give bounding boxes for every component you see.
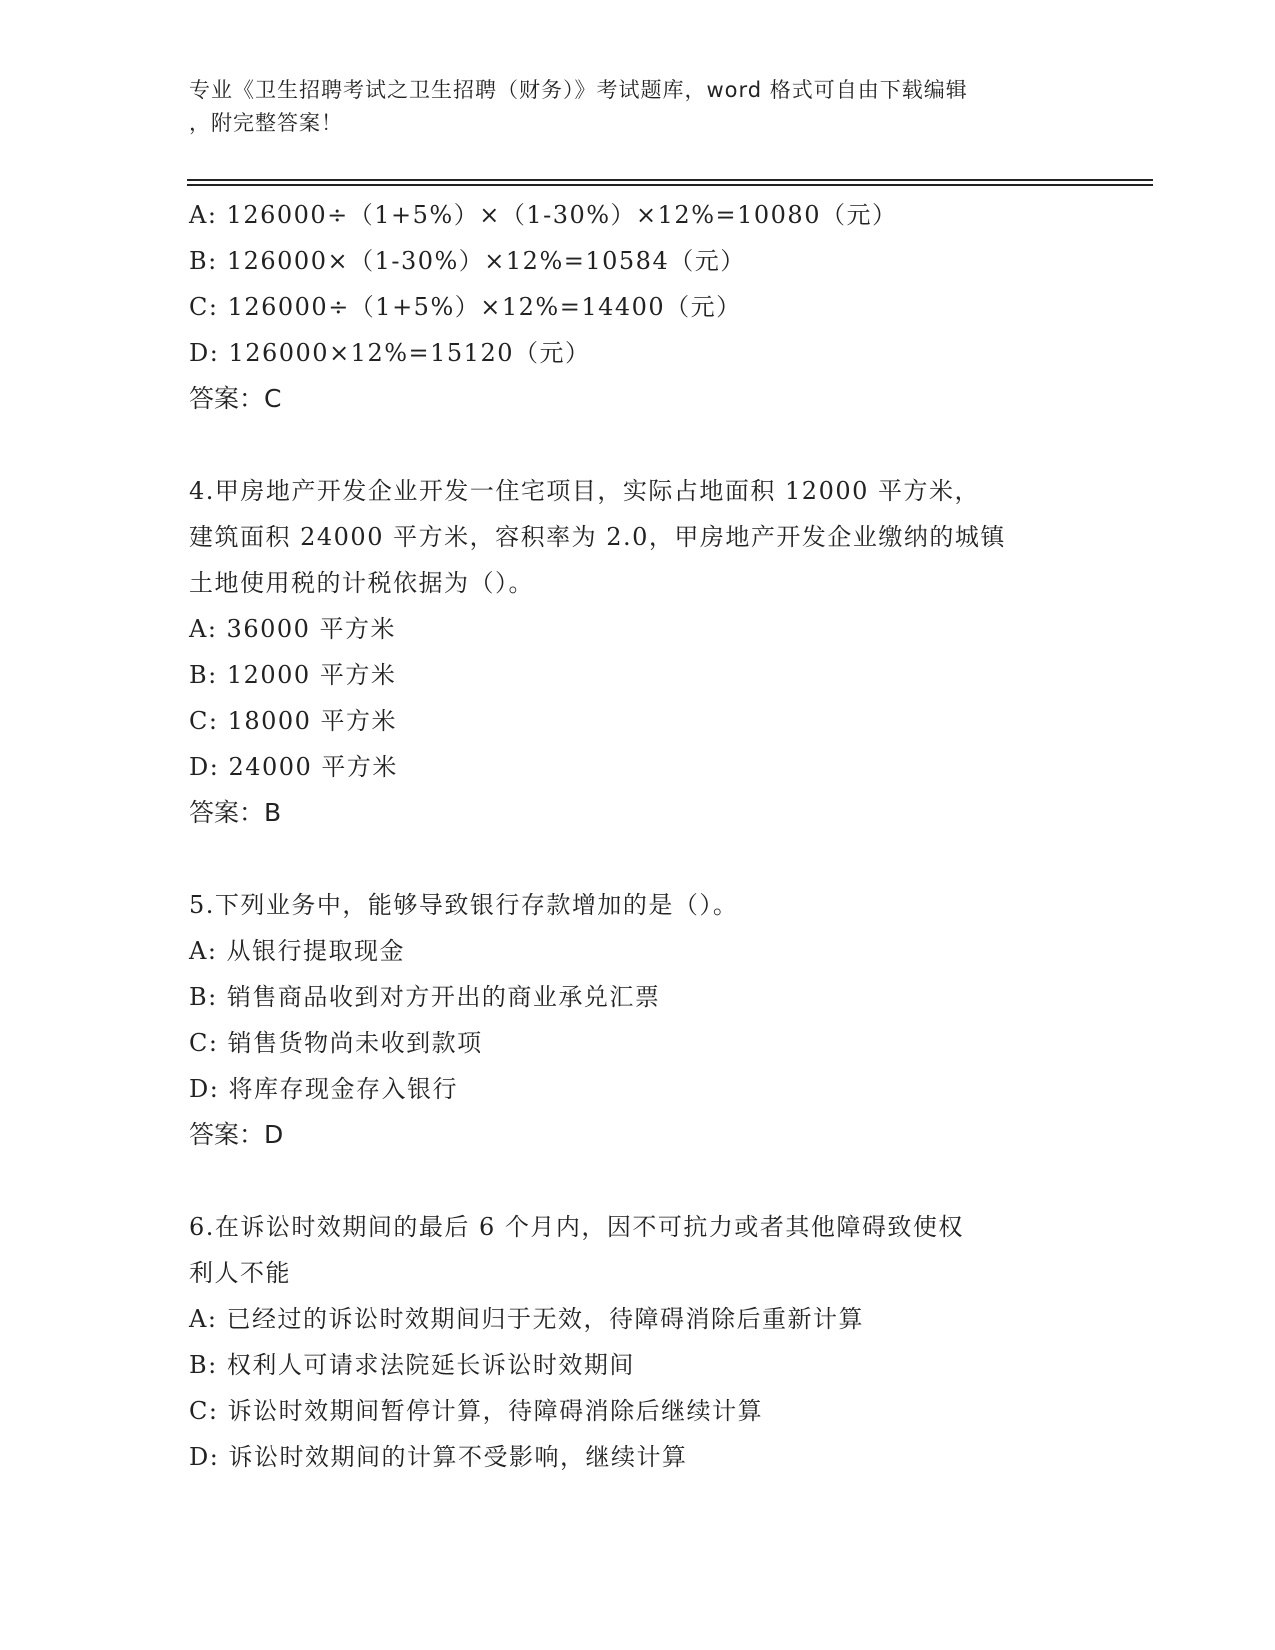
question-6-stem-line-1: 6.在诉讼时效期间的最后 6 个月内，因不可抗力或者其他障碍致使权 (189, 1213, 964, 1241)
question-5-option-b: B: 销售商品收到对方开出的商业承兑汇票 (189, 983, 661, 1011)
question-6-option-c: C: 诉讼时效期间暂停计算，待障碍消除后继续计算 (189, 1397, 764, 1425)
question-4-option-a: A: 36000 平方米 (189, 615, 397, 643)
header-title-line-2: ，附完整答案！ (189, 111, 343, 135)
question-3-option-b: B: 126000×（1-30%）×12%=10584（元） (189, 247, 746, 275)
question-4-stem-line-3: 土地使用税的计税依据为（）。 (189, 569, 534, 597)
question-3-block (189, 192, 1089, 422)
question-6-option-b: B: 权利人可请求法院延长诉讼时效期间 (189, 1351, 635, 1379)
question-3-option-d: D: 126000×12%=15120（元） (189, 339, 591, 367)
question-4-option-d: D: 24000 平方米 (189, 753, 398, 781)
header-divider-top (187, 179, 1153, 181)
question-5-option-d: D: 将库存现金存入银行 (189, 1075, 458, 1103)
question-4-option-b: B: 12000 平方米 (189, 661, 397, 689)
question-3-answer: 答案：C (189, 384, 282, 413)
question-4-answer: 答案：B (189, 798, 282, 827)
question-4-block (189, 468, 1089, 836)
question-6-block (189, 1204, 1089, 1480)
question-spacer (189, 1158, 1089, 1204)
question-5-option-c: C: 销售货物尚未收到款项 (189, 1029, 483, 1057)
question-5-block (189, 882, 1089, 1158)
question-6-option-d: D: 诉讼时效期间的计算不受影响，继续计算 (189, 1443, 688, 1471)
question-4-stem-line-2: 建筑面积 24000 平方米，容积率为 2.0，甲房地产开发企业缴纳的城镇 (189, 523, 1006, 551)
question-6-stem-line-2: 利人不能 (189, 1259, 291, 1287)
header-title-line-1: 专业《卫生招聘考试之卫生招聘（财务）》考试题库，word 格式可自由下载编辑 (189, 78, 968, 102)
question-spacer (189, 836, 1089, 882)
question-4-option-c: C: 18000 平方米 (189, 707, 398, 735)
question-3-option-c: C: 126000÷（1+5%）×12%=14400（元） (189, 293, 742, 321)
question-list (189, 192, 1089, 1480)
header-divider-bottom (187, 184, 1153, 186)
question-3-option-a: A: 126000÷（1+5%）×（1-30%）×12%=10080（元） (189, 201, 898, 229)
question-5-answer: 答案：D (189, 1120, 284, 1149)
question-spacer (189, 422, 1089, 468)
document-header (189, 74, 1089, 140)
question-5-stem-line-1: 5.下列业务中，能够导致银行存款增加的是（）。 (189, 891, 739, 919)
question-5-option-a: A: 从银行提取现金 (189, 937, 406, 965)
question-4-stem-line-1: 4.甲房地产开发企业开发一住宅项目，实际占地面积 12000 平方米， (189, 477, 981, 505)
question-6-option-a: A: 已经过的诉讼时效期间归于无效，待障碍消除后重新计算 (189, 1305, 865, 1333)
